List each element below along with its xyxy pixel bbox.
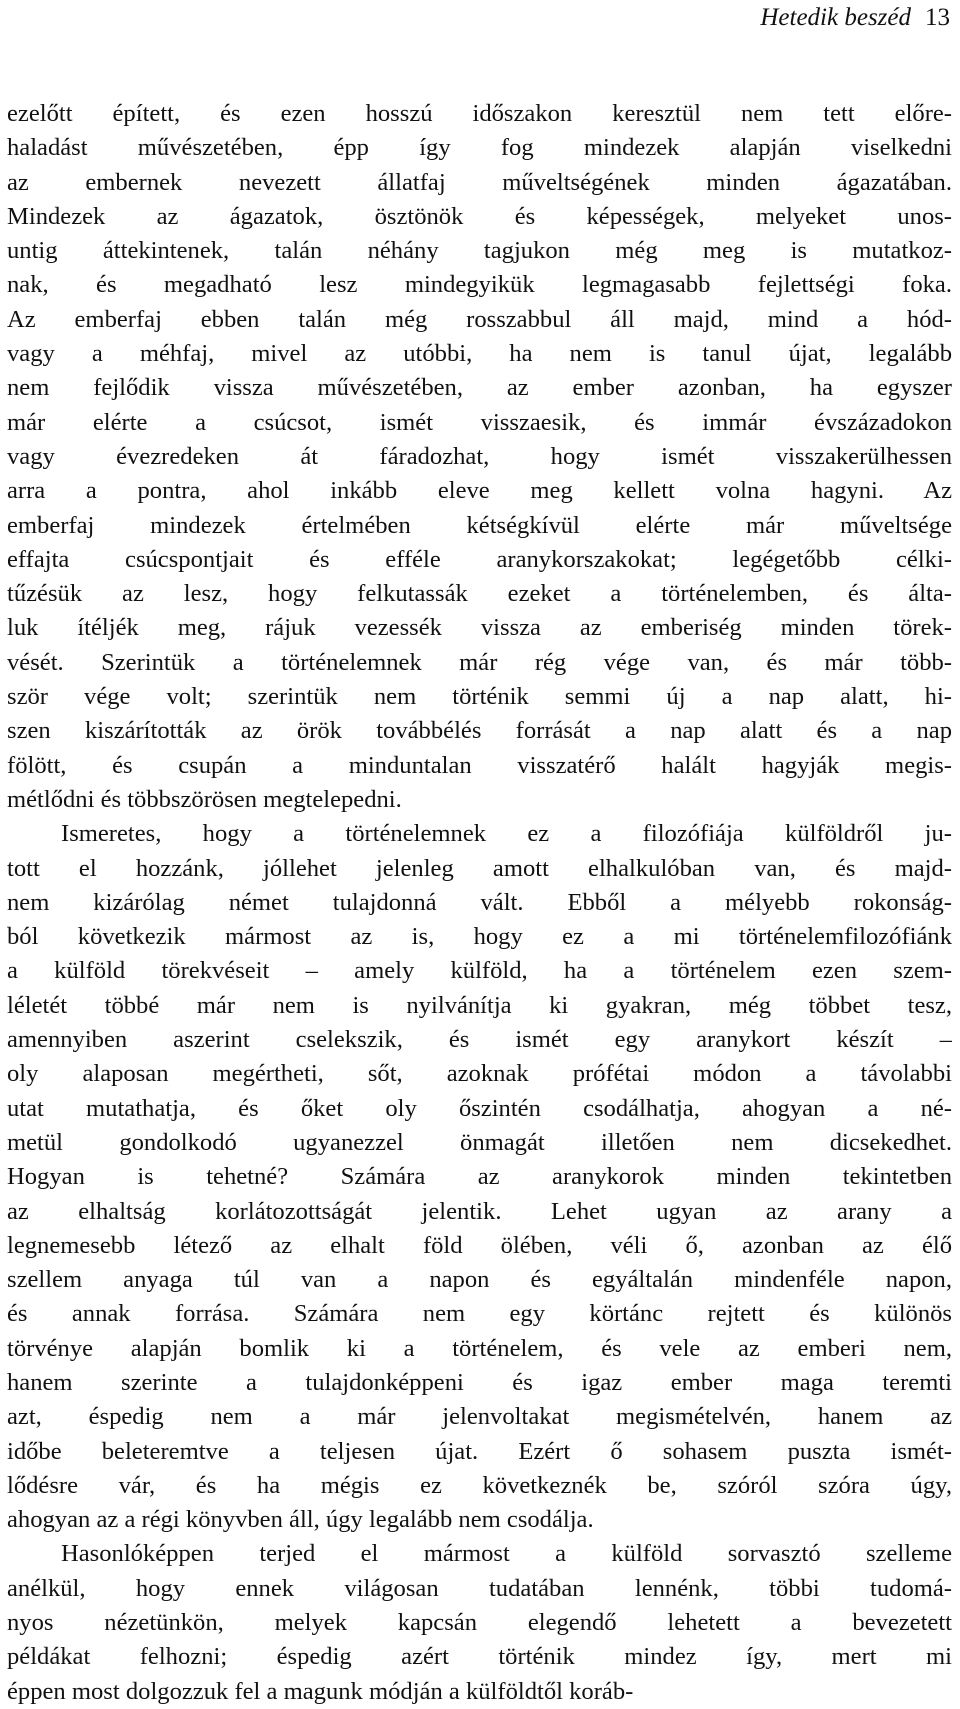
paragraph bbox=[7, 97, 952, 817]
text-line: léletét többé már nem is nyilvánítja ki gyakran, még többet tesz, bbox=[7, 991, 952, 1019]
text-body bbox=[7, 97, 952, 1709]
text-line: tűzésük az lesz, hogy felkutassák ezeket a történelemben, és álta- bbox=[7, 580, 952, 608]
text-line: Mindezek az ágazatok, ösztönök és képességek, melyeket unos- bbox=[7, 202, 952, 230]
text-line: Hogyan is tehetné? Számára az aranykorok minden tekintetben bbox=[7, 1163, 952, 1191]
text-line: vagy évezredeken át fáradozhat, hogy ismét visszakerülhessen bbox=[7, 442, 952, 470]
text-line: azt, éspedig nem a már jelenvoltakat megismételvén, hanem az bbox=[7, 1403, 952, 1431]
text-line: szen kiszárították az örök továbbélés forrását a nap alatt és a nap bbox=[7, 717, 952, 745]
text-line: anélkül, hogy ennek világosan tudatában lennénk, többi tudomá- bbox=[7, 1574, 952, 1602]
text-line: untig áttekintenek, talán néhány tagjukon még meg is mutatkoz- bbox=[7, 237, 952, 265]
text-line: szellem anyaga túl van a napon és egyáltalán mindenféle napon, bbox=[7, 1266, 952, 1294]
paragraph bbox=[7, 1537, 952, 1708]
text-line: amennyiben aszerint cselekszik, és ismét egy aranykort készít – bbox=[7, 1026, 952, 1054]
text-line: éppen most dolgozzuk fel a magunk módján a külföldtől koráb- bbox=[7, 1677, 634, 1705]
text-line: az embernek nevezett állatfaj műveltségének minden ágazatában. bbox=[7, 168, 952, 196]
text-line: vését. Szerintük a történelemnek már rég vége van, és már több- bbox=[7, 648, 952, 676]
text-line: legnemesebb létező az elhalt föld ölében, véli ő, azonban az élő bbox=[7, 1231, 952, 1259]
text-line: vagy a méhfaj, mivel az utóbbi, ha nem is tanul újat, legalább bbox=[7, 340, 952, 368]
text-line: törvénye alapján bomlik ki a történelem, és vele az emberi nem, bbox=[7, 1334, 952, 1362]
text-line: utat mutathatja, és őket oly őszintén csodálhatja, ahogyan a né- bbox=[7, 1094, 952, 1122]
text-line: metül gondolkodó ugyanezzel önmagát illetően nem dicsekedhet. bbox=[7, 1128, 952, 1156]
text-line: lődésre vár, és ha mégis ez következnék be, szóról szóra úgy, bbox=[7, 1471, 952, 1499]
text-line: emberfaj mindezek értelmében kétségkívül elérte már műveltsége bbox=[7, 511, 952, 539]
text-line: effajta csúcspontjait és efféle aranykorszakokat; legégetőbb célki- bbox=[7, 545, 952, 573]
text-line: Ismeretes, hogy a történelemnek ez a filozófiája külföldről ju- bbox=[61, 820, 952, 848]
text-line: ezelőtt épített, és ezen hosszú időszakon keresztül nem tett előre- bbox=[7, 100, 952, 127]
text-line: nyos nézetünkön, melyek kapcsán elegendő lehetett a bevezetett bbox=[7, 1609, 952, 1637]
text-line: ször vége volt; szerintük nem történik semmi új a nap alatt, hi- bbox=[7, 683, 952, 711]
text-line: ahogyan az a régi könyvben áll, úgy legalább nem csodálja. bbox=[7, 1506, 594, 1534]
text-line: oly alaposan megértheti, sőt, azoknak prófétai módon a távolabbi bbox=[7, 1060, 952, 1088]
text-line: nem kizárólag német tulajdonná vált. Ebből a mélyebb rokonság- bbox=[7, 888, 952, 916]
paragraph bbox=[7, 817, 952, 1537]
text-line: tott el hozzánk, jóllehet jelenleg amott elhalkulóban van, és majd- bbox=[7, 854, 952, 882]
text-line: nak, és megadható lesz mindegyikük legmagasabb fejlettségi foka. bbox=[7, 271, 952, 299]
text-line: ból következik mármost az is, hogy ez a mi történelemfilozófiánk bbox=[7, 923, 952, 951]
text-line: már elérte a csúcsot, ismét visszaesik, és immár évszázadokon bbox=[7, 408, 952, 436]
text-line: métlődni és többszörösen megtelepedni. bbox=[7, 785, 402, 813]
text-line: fölött, és csupán a minduntalan visszatérő halált hagyják megis- bbox=[7, 751, 952, 779]
page-number: 13 bbox=[925, 4, 950, 31]
text-line: nem fejlődik vissza művészetében, az ember azonban, ha egyszer bbox=[7, 374, 952, 402]
chapter-title: Hetedik beszéd bbox=[760, 4, 911, 31]
text-line: luk ítéljék meg, rájuk vezessék vissza az emberiség minden törek- bbox=[7, 614, 952, 642]
text-line: hanem szerinte a tulajdonképpeni és igaz ember maga teremti bbox=[7, 1368, 952, 1396]
text-line: az elhaltság korlátozottságát jelentik. Lehet ugyan az arany a bbox=[7, 1197, 952, 1225]
text-line: arra a pontra, ahol inkább eleve meg kellett volna hagyni. Az bbox=[7, 477, 952, 505]
text-line: példákat felhozni; éspedig azért történik mindez így, mert mi bbox=[7, 1643, 952, 1671]
text-line: Az emberfaj ebben talán még rosszabbul áll majd, mind a hód- bbox=[7, 305, 952, 333]
running-head bbox=[760, 2, 950, 34]
text-line: a külföld törekvéseit – amely külföld, ha a történelem ezen szem- bbox=[7, 957, 952, 985]
text-line: Hasonlóképpen terjed el mármost a külföld sorvasztó szelleme bbox=[61, 1540, 952, 1568]
text-line: haladást művészetében, épp így fog mindezek alapján viselkedni bbox=[7, 134, 952, 162]
text-line: és annak forrása. Számára nem egy körtánc rejtett és különös bbox=[7, 1300, 952, 1328]
text-line: időbe beleteremtve a teljesen újat. Ezért ő sohasem puszta ismét- bbox=[7, 1437, 952, 1465]
